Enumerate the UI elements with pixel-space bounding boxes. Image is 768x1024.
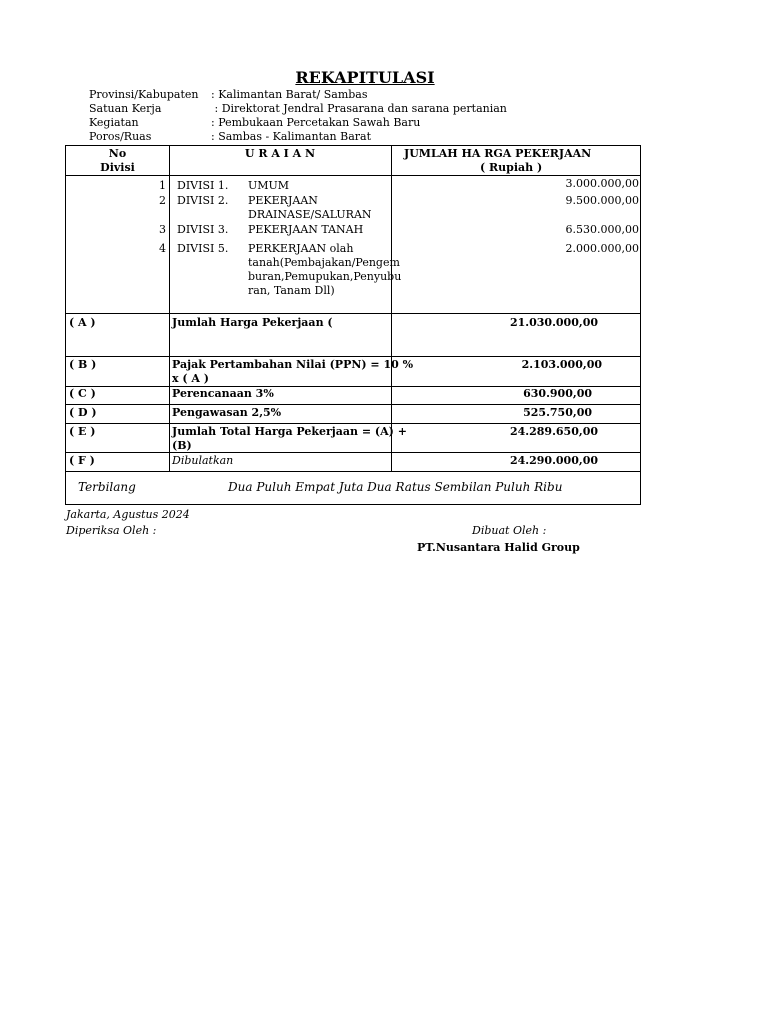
division-amount: 9.500.000,00 bbox=[565, 194, 639, 207]
division-amount: 2.000.000,00 bbox=[565, 242, 639, 255]
header-divisi: Divisi bbox=[100, 161, 135, 174]
table-rule bbox=[66, 471, 640, 472]
division-desc: PERKERJAAN olah bbox=[248, 242, 354, 255]
info-row-work-unit bbox=[89, 102, 507, 115]
summary-code: ( B ) bbox=[69, 358, 97, 371]
summary-amount: 21.030.000,00 bbox=[509, 316, 598, 329]
summary-desc: Pajak Pertambahan Nilai (PPN) = 10 % bbox=[172, 358, 414, 371]
info-value: : Pembukaan Percetakan Sawah Baru bbox=[211, 116, 421, 129]
made-by-label: Dibuat Oleh : bbox=[472, 524, 547, 537]
info-label: Poros/Ruas bbox=[89, 130, 152, 143]
info-row-province bbox=[89, 88, 368, 101]
division-no: 2 bbox=[159, 194, 166, 207]
header-jumlah: JUMLAH HA RGA PEKERJAAN bbox=[404, 147, 592, 160]
summary-desc: (B) bbox=[172, 439, 192, 452]
info-value: : Direktorat Jendral Prasarana dan sarana pertanian bbox=[211, 102, 507, 115]
document-title: REKAPITULASI bbox=[295, 68, 435, 87]
info-row-activity bbox=[89, 116, 420, 129]
recap-table bbox=[65, 145, 641, 505]
table-rule bbox=[169, 146, 170, 471]
summary-amount: 525.750,00 bbox=[523, 406, 592, 419]
info-label: Kegiatan bbox=[89, 116, 139, 129]
table-rule bbox=[391, 146, 392, 471]
table-rule bbox=[66, 452, 640, 453]
info-value: : Kalimantan Barat/ Sambas bbox=[211, 88, 368, 101]
division-desc: tanah(Pembajakan/Pengem bbox=[248, 256, 400, 269]
table-rule bbox=[66, 313, 640, 314]
summary-code: ( D ) bbox=[69, 406, 97, 419]
table-rule bbox=[66, 404, 640, 405]
info-value: : Sambas - Kalimantan Barat bbox=[211, 130, 372, 143]
summary-desc: Pengawasan 2,5% bbox=[172, 406, 282, 419]
place-date: Jakarta, Agustus 2024 bbox=[66, 508, 190, 521]
header-rupiah: ( Rupiah ) bbox=[480, 161, 543, 174]
terbilang-label: Terbilang bbox=[78, 480, 136, 494]
header-no: No bbox=[108, 147, 127, 160]
division-label: DIVISI 3. bbox=[177, 223, 229, 236]
company-name: PT.Nusantara Halid Group bbox=[417, 541, 580, 554]
summary-amount: 24.290.000,00 bbox=[509, 454, 598, 467]
header-uraian: U R A I A N bbox=[244, 147, 316, 160]
division-no: 3 bbox=[159, 223, 166, 236]
division-desc: ran, Tanam Dll) bbox=[248, 284, 335, 297]
summary-amount: 24.289.650,00 bbox=[509, 425, 598, 438]
summary-desc: x ( A ) bbox=[172, 372, 209, 385]
division-label: DIVISI 2. bbox=[177, 194, 229, 207]
summary-code: ( A ) bbox=[69, 316, 96, 329]
division-desc: PEKERJAAN TANAH bbox=[248, 223, 364, 236]
summary-desc: Perencanaan 3% bbox=[172, 387, 274, 400]
info-row-route bbox=[89, 130, 371, 143]
summary-amount: 2.103.000,00 bbox=[521, 358, 602, 371]
summary-amount: 630.900,00 bbox=[523, 387, 592, 400]
division-desc: PEKERJAAN bbox=[248, 194, 318, 207]
division-desc: UMUM bbox=[248, 179, 290, 192]
division-amount: 3.000.000,00 bbox=[565, 177, 639, 190]
table-rule bbox=[66, 423, 640, 424]
division-label: DIVISI 5. bbox=[177, 242, 229, 255]
checked-by-label: Diperiksa Oleh : bbox=[66, 524, 157, 537]
summary-code: ( F ) bbox=[69, 454, 95, 467]
table-rule bbox=[66, 175, 640, 176]
table-rule bbox=[66, 356, 640, 357]
summary-desc: Dibulatkan bbox=[172, 454, 234, 467]
division-no: 4 bbox=[159, 242, 166, 255]
division-no: 1 bbox=[159, 179, 166, 192]
summary-code: ( C ) bbox=[69, 387, 96, 400]
info-label: Satuan Kerja bbox=[89, 102, 162, 115]
division-amount: 6.530.000,00 bbox=[565, 223, 639, 236]
division-label: DIVISI 1. bbox=[177, 179, 229, 192]
summary-code: ( E ) bbox=[69, 425, 96, 438]
division-desc: DRAINASE/SALURAN bbox=[248, 208, 372, 221]
division-desc: buran,Pemupukan,Penyubu bbox=[248, 270, 402, 283]
summary-desc: Jumlah Harga Pekerjaan ( bbox=[172, 316, 333, 329]
summary-desc: Jumlah Total Harga Pekerjaan = (A) + bbox=[172, 425, 407, 438]
info-label: Provinsi/Kabupaten bbox=[89, 88, 199, 101]
terbilang-value: Dua Puluh Empat Juta Dua Ratus Sembilan Puluh Ribu bbox=[228, 480, 563, 494]
